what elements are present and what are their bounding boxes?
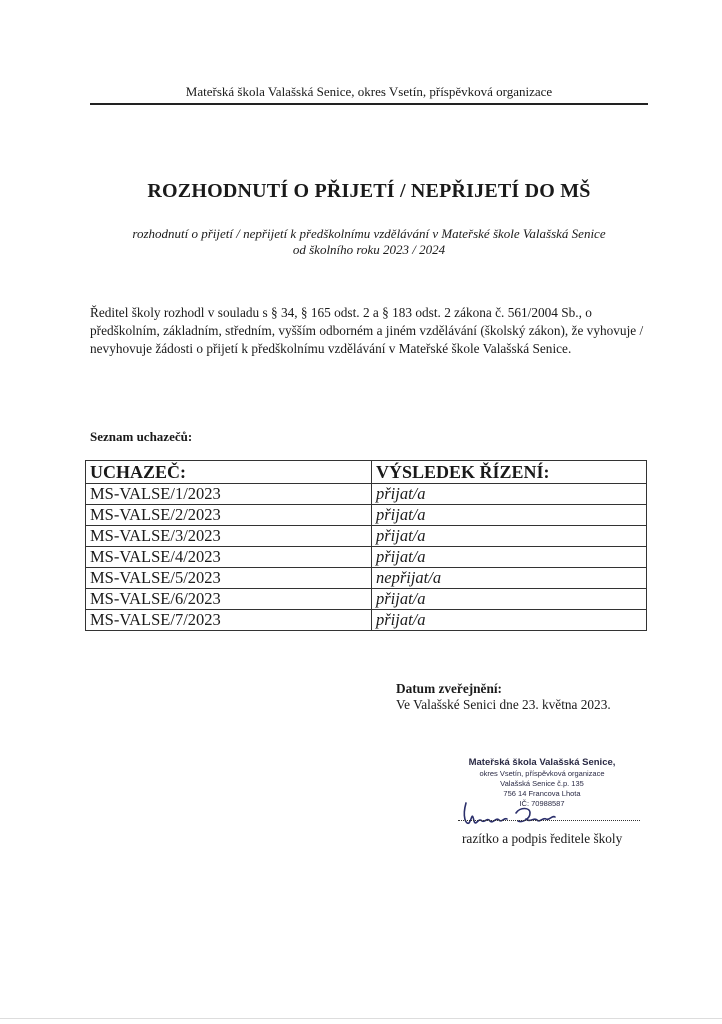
applicant-result: přijat/a bbox=[372, 547, 647, 568]
applicants-table bbox=[85, 460, 647, 631]
stamp-line-4: IČ: 70988587 bbox=[519, 799, 565, 808]
table-row bbox=[86, 568, 647, 589]
table-row bbox=[86, 547, 647, 568]
stamp-line-3: 756 14 Francova Lhota bbox=[503, 789, 581, 798]
applicant-result: přijat/a bbox=[372, 610, 647, 631]
header-organization: Mateřská škola Valašská Senice, okres Vsetín, příspěvková organizace bbox=[185, 84, 553, 99]
table-row bbox=[86, 505, 647, 526]
applicant-id: MS-VALSE/1/2023 bbox=[86, 484, 372, 505]
applicant-result: přijat/a bbox=[372, 505, 647, 526]
director-signature bbox=[460, 795, 560, 833]
document-title: ROZHODNUTÍ O PŘIJETÍ / NEPŘIJETÍ DO MŠ bbox=[147, 180, 591, 202]
table-header-row bbox=[86, 461, 647, 484]
publication-date-label: Datum zveřejnění: bbox=[396, 681, 502, 696]
stamp-line-2: Valašská Senice č.p. 135 bbox=[500, 779, 584, 788]
applicant-result: nepřijat/a bbox=[372, 568, 647, 589]
header-divider bbox=[90, 103, 648, 105]
applicant-id: MS-VALSE/6/2023 bbox=[86, 589, 372, 610]
applicant-result: přijat/a bbox=[372, 526, 647, 547]
column-header-applicant: UCHAZEČ: bbox=[86, 461, 372, 484]
subtitle-line-2: od školního roku 2023 / 2024 bbox=[292, 242, 446, 257]
table-row bbox=[86, 526, 647, 547]
signature-caption: razítko a podpis ředitele školy bbox=[462, 831, 623, 846]
signature-dotted-line bbox=[458, 820, 640, 821]
applicant-result: přijat/a bbox=[372, 484, 647, 505]
applicant-id: MS-VALSE/5/2023 bbox=[86, 568, 372, 589]
document-subtitle bbox=[70, 226, 668, 258]
table-row bbox=[86, 484, 647, 505]
decision-paragraph: Ředitel školy rozhodl v souladu s § 34, § 165 odst. 2 a § 183 odst. 2 zákona č. 561/2004 Sb., o předškolním, základním, středním, vyšším odborném a jiném vzdělávání (školský zákon), že vyhovuje / nevyhovuje žádosti o přijetí k předškolnímu vzdělávání v Mateřské škole Valašská Senice. bbox=[90, 305, 644, 356]
applicant-id: MS-VALSE/7/2023 bbox=[86, 610, 372, 631]
applicant-id: MS-VALSE/3/2023 bbox=[86, 526, 372, 547]
page-edge-line bbox=[0, 1018, 722, 1019]
applicant-id: MS-VALSE/2/2023 bbox=[86, 505, 372, 526]
applicant-id: MS-VALSE/4/2023 bbox=[86, 547, 372, 568]
stamp-line-1: okres Vsetín, příspěvková organizace bbox=[479, 769, 605, 778]
applicants-list-label: Seznam uchazečů: bbox=[90, 429, 193, 444]
stamp-school-name: Mateřská škola Valašská Senice, bbox=[468, 757, 616, 768]
column-header-result: VÝSLEDEK ŘÍZENÍ: bbox=[372, 461, 647, 484]
publication-date-value: Ve Valašské Senici dne 23. května 2023. bbox=[396, 697, 611, 712]
subtitle-line-1: rozhodnutí o přijetí / nepřijetí k předškolnímu vzdělávání v Mateřské škole Valašská Senice bbox=[132, 226, 606, 241]
table-row bbox=[86, 610, 647, 631]
applicant-result: přijat/a bbox=[372, 589, 647, 610]
table-row bbox=[86, 589, 647, 610]
